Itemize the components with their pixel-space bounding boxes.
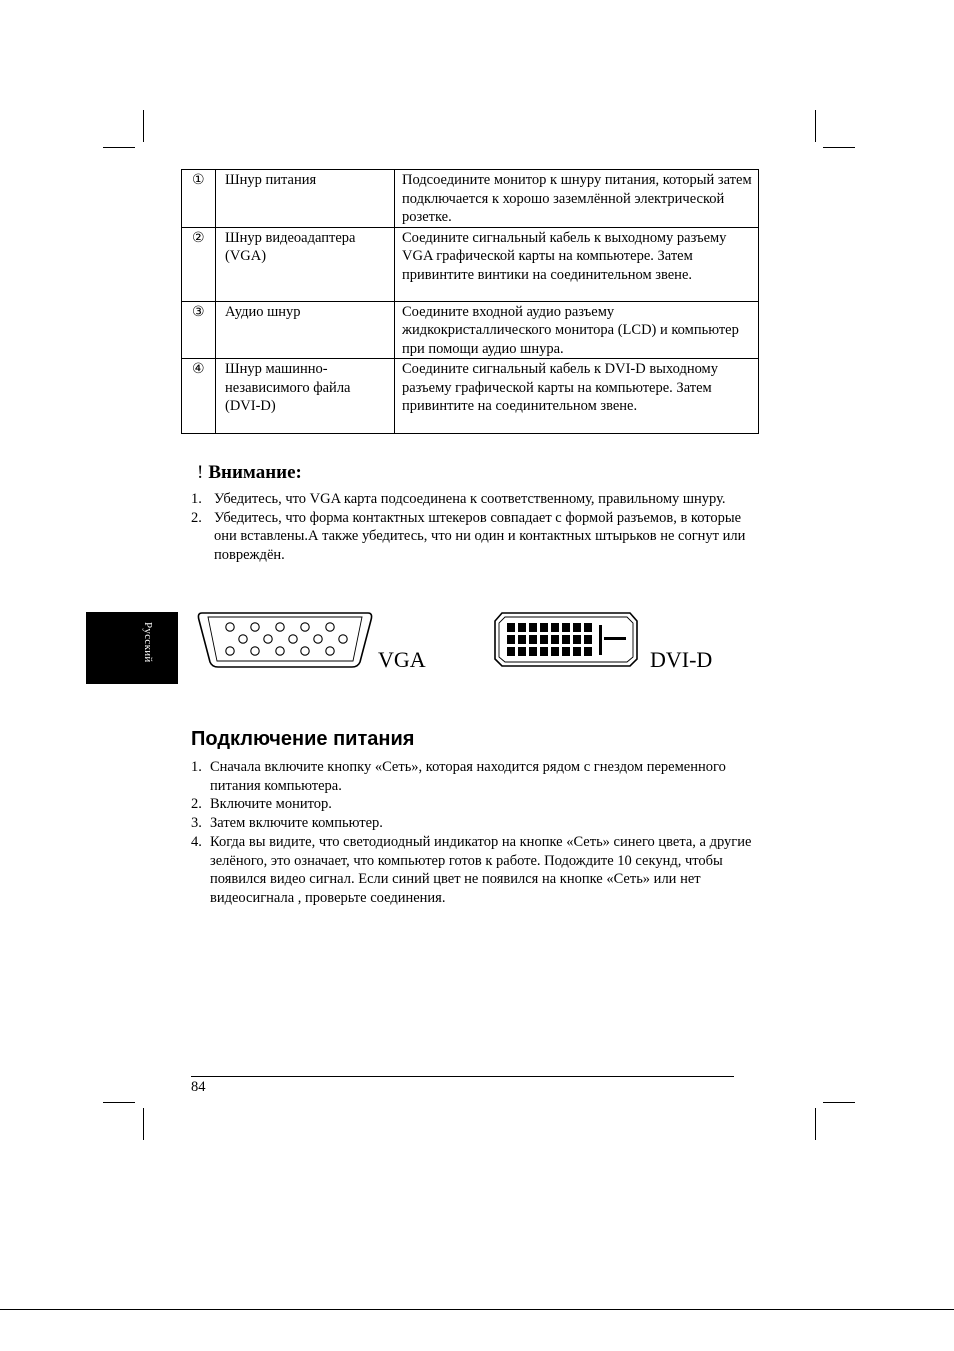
pin-icon bbox=[251, 647, 259, 655]
list-item bbox=[191, 833, 761, 908]
list-text: Затем включите компьютер. bbox=[210, 815, 383, 832]
cable-name: Шнур питания bbox=[216, 170, 395, 228]
pin-icon bbox=[339, 635, 347, 643]
pin-icon bbox=[276, 623, 284, 631]
crop-mark bbox=[823, 147, 855, 148]
pin-icon bbox=[507, 647, 515, 656]
pin-icon bbox=[226, 647, 234, 655]
pin-icon bbox=[551, 623, 559, 632]
cable-description: Соедините сигнальный кабель к DVI-D выходному разъему графической карты на компьютере. Затем привинтите на соединительном звене. bbox=[395, 359, 759, 434]
list-text: Убедитесь, что VGA карта подсоединена к соответственному, правильному шнуру. bbox=[214, 491, 726, 507]
table-row bbox=[182, 227, 759, 301]
list-number: 2. bbox=[191, 509, 202, 526]
list-number: 1. bbox=[191, 491, 202, 507]
pin-icon bbox=[540, 635, 548, 644]
pin-icon bbox=[239, 635, 247, 643]
pin-icon bbox=[326, 623, 334, 631]
power-steps-list bbox=[191, 758, 761, 908]
list-item bbox=[191, 758, 761, 795]
pin-icon bbox=[551, 647, 559, 656]
exclamation-icon: ! bbox=[197, 462, 204, 483]
list-text: Убедитесь, что форма контактных штекеров совпадает с формой разъемов, в которые они вставлены.А также убедитесь, что ни один и контактных штырьков не согнут или повреждён. bbox=[214, 509, 746, 564]
crop-mark bbox=[815, 110, 816, 142]
pin-icon bbox=[584, 635, 592, 644]
pin-icon bbox=[529, 623, 537, 632]
crop-mark bbox=[143, 1108, 144, 1140]
pin-icon bbox=[573, 635, 581, 644]
pin-icon bbox=[276, 647, 284, 655]
dvi-label: DVI-D bbox=[650, 647, 713, 672]
pin-icon bbox=[301, 647, 309, 655]
cable-description: Соедините входной аудио разъему жидкокристаллического монитора (LCD) и компьютер при помощи аудио шнура. bbox=[395, 301, 759, 359]
pin-icon bbox=[562, 647, 570, 656]
warning-list bbox=[191, 490, 751, 565]
row-number: ① bbox=[182, 170, 216, 228]
row-number: ④ bbox=[182, 359, 216, 434]
row-number: ② bbox=[182, 227, 216, 301]
page-number: 84 bbox=[191, 1079, 206, 1095]
cable-name: Аудио шнур bbox=[216, 301, 395, 359]
pin-icon bbox=[301, 623, 309, 631]
list-number: 3. bbox=[191, 815, 202, 832]
cable-name: Шнур машинно-независимого файла (DVI-D) bbox=[216, 359, 395, 434]
pin-icon bbox=[562, 623, 570, 632]
vga-label: VGA bbox=[378, 647, 426, 672]
pin-icon bbox=[251, 623, 259, 631]
list-number: 1. bbox=[191, 759, 202, 775]
pin-icon bbox=[326, 647, 334, 655]
cable-description: Подсоедините монитор к шнуру питания, который затем подключается к хорошо заземлённой электрической розетке. bbox=[395, 170, 759, 228]
language-tab-label: Русский bbox=[142, 622, 154, 663]
pin-icon bbox=[573, 623, 581, 632]
connections-table bbox=[181, 169, 759, 434]
pin-icon bbox=[562, 635, 570, 644]
pin-icon bbox=[573, 647, 581, 656]
list-item bbox=[191, 490, 751, 509]
pin-icon bbox=[507, 635, 515, 644]
pin-icon bbox=[289, 635, 297, 643]
table-row bbox=[182, 301, 759, 359]
table-row bbox=[182, 359, 759, 434]
pin-icon bbox=[518, 635, 526, 644]
pin-icon bbox=[314, 635, 322, 643]
list-text: Сначала включите кнопку «Сеть», которая находится рядом с гнездом переменного питания компьютера. bbox=[210, 759, 726, 794]
pin-icon bbox=[540, 647, 548, 656]
cable-description: Соедините сигнальный кабель к выходному разъему VGA графической карты на компьютере. Затем привинтите винтики на соединительном звене. bbox=[395, 227, 759, 301]
pin-icon bbox=[507, 623, 515, 632]
table-row bbox=[182, 170, 759, 228]
pin-icon bbox=[264, 635, 272, 643]
cable-name: Шнур видеоадаптера (VGA) bbox=[216, 227, 395, 301]
pin-icon bbox=[529, 647, 537, 656]
dvi-connector-icon bbox=[492, 610, 642, 670]
list-item bbox=[191, 509, 751, 565]
pin-icon bbox=[518, 623, 526, 632]
list-text: Включите монитор. bbox=[210, 796, 332, 813]
language-tab bbox=[86, 612, 178, 684]
vga-connector-icon bbox=[196, 610, 376, 670]
crop-mark bbox=[143, 110, 144, 142]
page-edge-rule bbox=[0, 1309, 954, 1310]
list-item bbox=[191, 814, 761, 833]
footer-rule bbox=[191, 1076, 734, 1077]
pin-icon bbox=[518, 647, 526, 656]
crop-mark bbox=[823, 1102, 855, 1103]
list-number: 2. bbox=[191, 796, 202, 813]
pin-icon bbox=[551, 635, 559, 644]
warning-title: Внимание: bbox=[208, 462, 302, 483]
section-title: Подключение питания bbox=[191, 728, 415, 750]
pin-icon bbox=[226, 623, 234, 631]
row-number: ③ bbox=[182, 301, 216, 359]
list-number: 4. bbox=[191, 833, 202, 850]
list-item bbox=[191, 795, 761, 814]
list-text: Когда вы видите, что светодиодный индикатор на кнопке «Сеть» синего цвета, а другие зелёного, это означает, что компьютер готов к работе. Подождите 10 секунд, чтобы появился видео сигнал. Если синий цвет не появился на кнопке «Сеть» или нет видеосигнала , проверьте соединения. bbox=[210, 833, 752, 906]
pin-icon bbox=[540, 623, 548, 632]
pin-icon bbox=[584, 647, 592, 656]
crop-mark bbox=[103, 1102, 135, 1103]
warning-heading bbox=[197, 462, 302, 484]
pin-icon bbox=[529, 635, 537, 644]
crop-mark bbox=[103, 147, 135, 148]
crop-mark bbox=[815, 1108, 816, 1140]
pin-icon bbox=[584, 623, 592, 632]
